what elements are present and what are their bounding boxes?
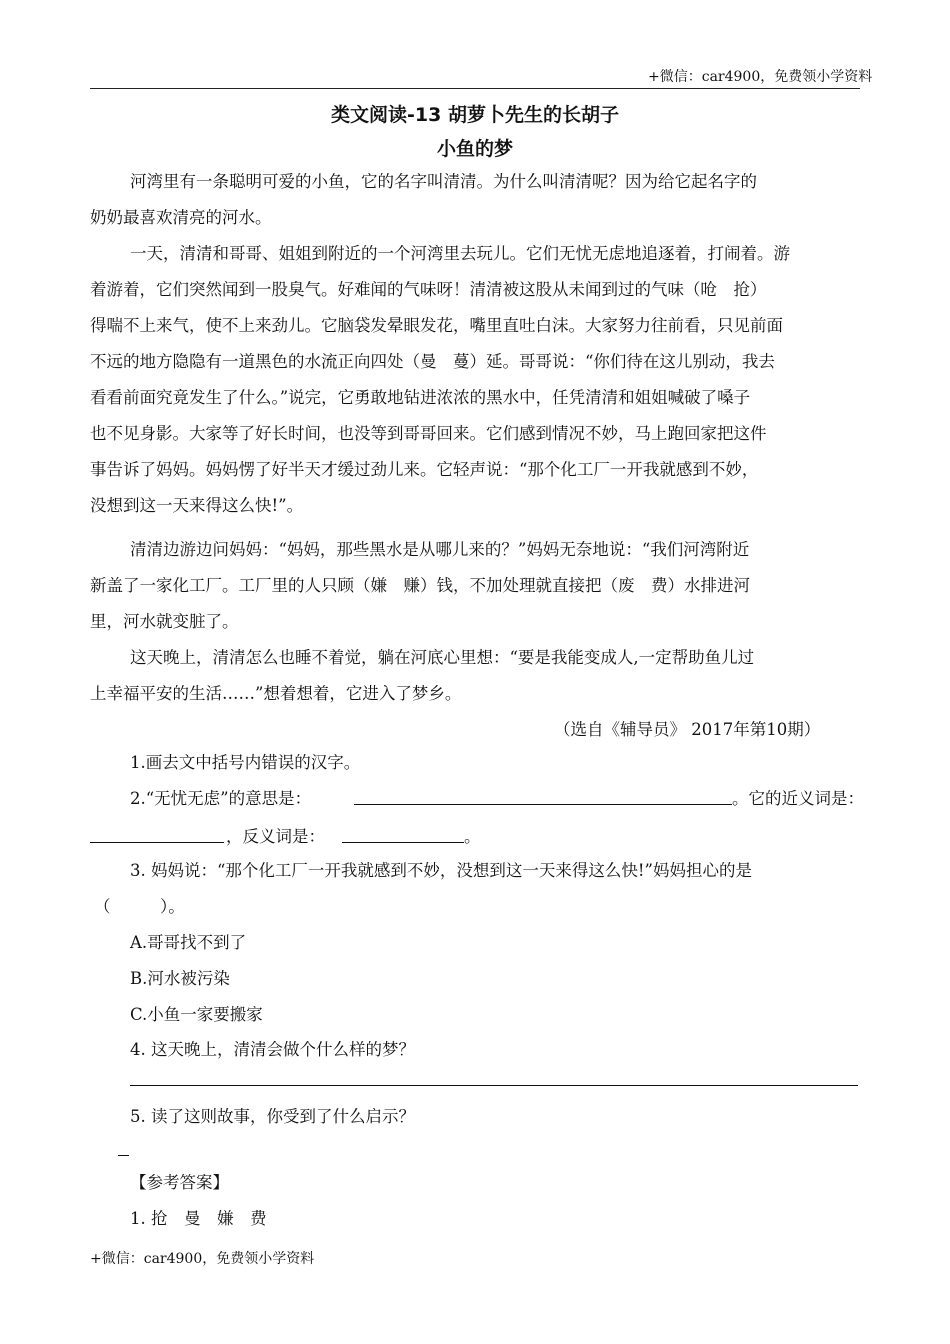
option-b[interactable]: B.河水被污染 <box>130 969 230 988</box>
passage-line: 清清边游边问妈妈：“妈妈，那些黑水是从哪儿来的？”妈妈无奈地说：“我们河湾附近 <box>130 540 750 559</box>
passage-line: 也不见身影。大家等了好长时间，也没等到哥哥回来。它们感到情况不妙，马上跑回家把这件 <box>90 424 767 443</box>
source-citation: （选自《辅导员》 2017年第10期） <box>554 720 821 739</box>
answer-line-q5[interactable] <box>118 1155 129 1156</box>
passage-line: 一天，清清和哥哥、姐姐到附近的一个河湾里去玩儿。它们无忧无虑地追逐着，打闹着。游 <box>130 244 790 263</box>
answer-blank-antonym[interactable] <box>342 842 464 843</box>
question-1: 1.画去文中括号内错误的汉字。 <box>130 753 361 772</box>
answer-1: 1. 抢 曼 嫌 费 <box>130 1209 267 1228</box>
answer-line-q4[interactable] <box>130 1085 858 1086</box>
passage-line: 上幸福平安的生活……”想着想着，它进入了梦乡。 <box>90 684 462 703</box>
passage-line: 不远的地方隐隐有一道黑色的水流正向四处（曼 蔓）延。哥哥说：“你们待在这儿别动，我去 <box>90 352 775 371</box>
passage-line: 新盖了一家化工厂。工厂里的人只顾（嫌 赚）钱，不加处理就直接把（废 费）水排进河 <box>90 576 750 595</box>
question-2-synonym-label: 。它的近义词是： <box>732 789 864 808</box>
footer-note: +微信：car4900，免费领小学资料 <box>90 1251 315 1267</box>
passage-line: 没想到这一天来得这么快!”。 <box>90 496 304 515</box>
passage-line: 看看前面究竟发生了什么。”说完，它勇敢地钻进浓浓的黑水中，任凭清清和姐姐喊破了嗓子 <box>90 388 751 407</box>
page-subtitle: 小鱼的梦 <box>436 138 513 160</box>
question-4: 4. 这天晚上，清清会做个什么样的梦？ <box>130 1040 415 1059</box>
question-3: 3. 妈妈说：“那个化工厂一开我就感到不妙，没想到这一天来得这么快!”妈妈担心的是 <box>130 861 752 880</box>
option-c[interactable]: C.小鱼一家要搬家 <box>130 1005 263 1024</box>
question-2-end: 。 <box>464 827 481 846</box>
answer-blank-synonym[interactable] <box>90 842 224 843</box>
page-title: 类文阅读-13 胡萝卜先生的长胡子 <box>331 104 619 126</box>
passage-line: 着游着，它们突然闻到一股臭气。好难闻的气味呀！清清被这股从未闻到过的气味（呛 抢） <box>90 280 767 299</box>
option-a[interactable]: A.哥哥找不到了 <box>130 933 247 952</box>
question-3-answer-paren[interactable]: （ ）。 <box>94 897 185 916</box>
question-2: 2.“无忧无虑”的意思是： <box>130 789 312 808</box>
passage-line: 奶奶最喜欢清亮的河水。 <box>90 208 272 227</box>
answer-blank-meaning[interactable] <box>354 804 732 805</box>
passage-line: 得喘不上来气，使不上来劲儿。它脑袋发晕眼发花，嘴里直吐白沫。大家努力往前看，只见前面 <box>90 316 783 335</box>
answer-heading: 【参考答案】 <box>130 1173 229 1192</box>
passage-line: 这天晚上，清清怎么也睡不着觉，躺在河底心里想：“要是我能变成人,一定帮助鱼儿过 <box>130 648 755 667</box>
header-rule <box>90 88 860 89</box>
passage-line: 事告诉了妈妈。妈妈愣了好半天才缓过劲儿来。它轻声说：“那个化工厂一开我就感到不妙， <box>90 460 759 479</box>
passage-line: 里，河水就变脏了。 <box>90 612 239 631</box>
question-5: 5. 读了这则故事，你受到了什么启示？ <box>130 1107 415 1126</box>
passage-line: 河湾里有一条聪明可爱的小鱼，它的名字叫清清。为什么叫清清呢？因为给它起名字的 <box>130 172 757 191</box>
question-2-antonym-label: ，反义词是： <box>226 827 325 846</box>
header-note: +微信：car4900，免费领小学资料 <box>648 69 873 85</box>
